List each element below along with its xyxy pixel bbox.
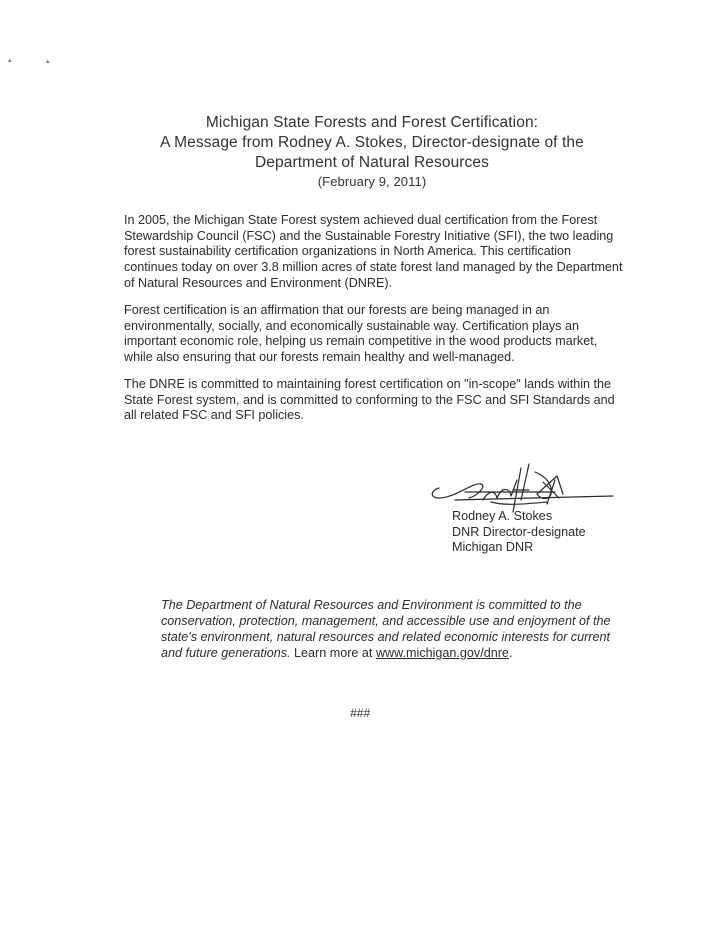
dnre-website-link[interactable]: www.michigan.gov/dnre	[375, 646, 509, 660]
body-paragraph-3: The DNRE is committed to maintaining forest certification on "in-scope" lands within the State Forest system, and is committed to conforming to the FSC and SFI Standards and all related FSC and SFI policies.	[124, 377, 615, 423]
scan-speck: ▴	[46, 58, 50, 65]
signer-organization: Michigan DNR	[452, 540, 534, 554]
signature-block	[452, 509, 586, 556]
title-date: (February 9, 2011)	[317, 174, 427, 189]
title-line-3: Department of Natural Resources	[255, 154, 489, 171]
scan-speck: ▴	[8, 57, 12, 64]
learn-more-text: Learn more at	[294, 646, 373, 660]
end-mark: ###	[349, 706, 371, 720]
body-paragraph-2: Forest certification is an affirmation that our forests are being managed in an environmentally, socially, and economically sustainable way. Certification plays an important economic role, helping us remain competitive in the wood products market, while also ensuring that our forests remain healthy and well-managed.	[124, 303, 598, 365]
signer-title: DNR Director-designate	[452, 524, 586, 539]
document-title	[100, 113, 644, 191]
title-line-1: Michigan State Forests and Forest Certification:	[205, 114, 539, 131]
signer-name: Rodney A. Stokes	[452, 509, 553, 523]
body-paragraph-1: In 2005, the Michigan State Forest system achieved dual certification from the Forest Stewardship Council (FSC) and the Sustainable Forestry Initiative (SFI), the two leading forest sustainability certification organizations in North America. This certification continues today on over 3.8 million acres of state forest land managed by the Department of Natural Resources and Environment (DNRE).	[124, 213, 623, 290]
mission-statement	[161, 597, 611, 661]
link-suffix: .	[508, 646, 513, 660]
mission-text: The Department of Natural Resources and Environment is committed to the conservation, protection, management, and accessible use and enjoyment of the state's environment, natural resources and related economic interests for current and future generations.	[161, 598, 611, 660]
title-line-2: A Message from Rodney A. Stokes, Director-designate of the	[160, 134, 584, 151]
